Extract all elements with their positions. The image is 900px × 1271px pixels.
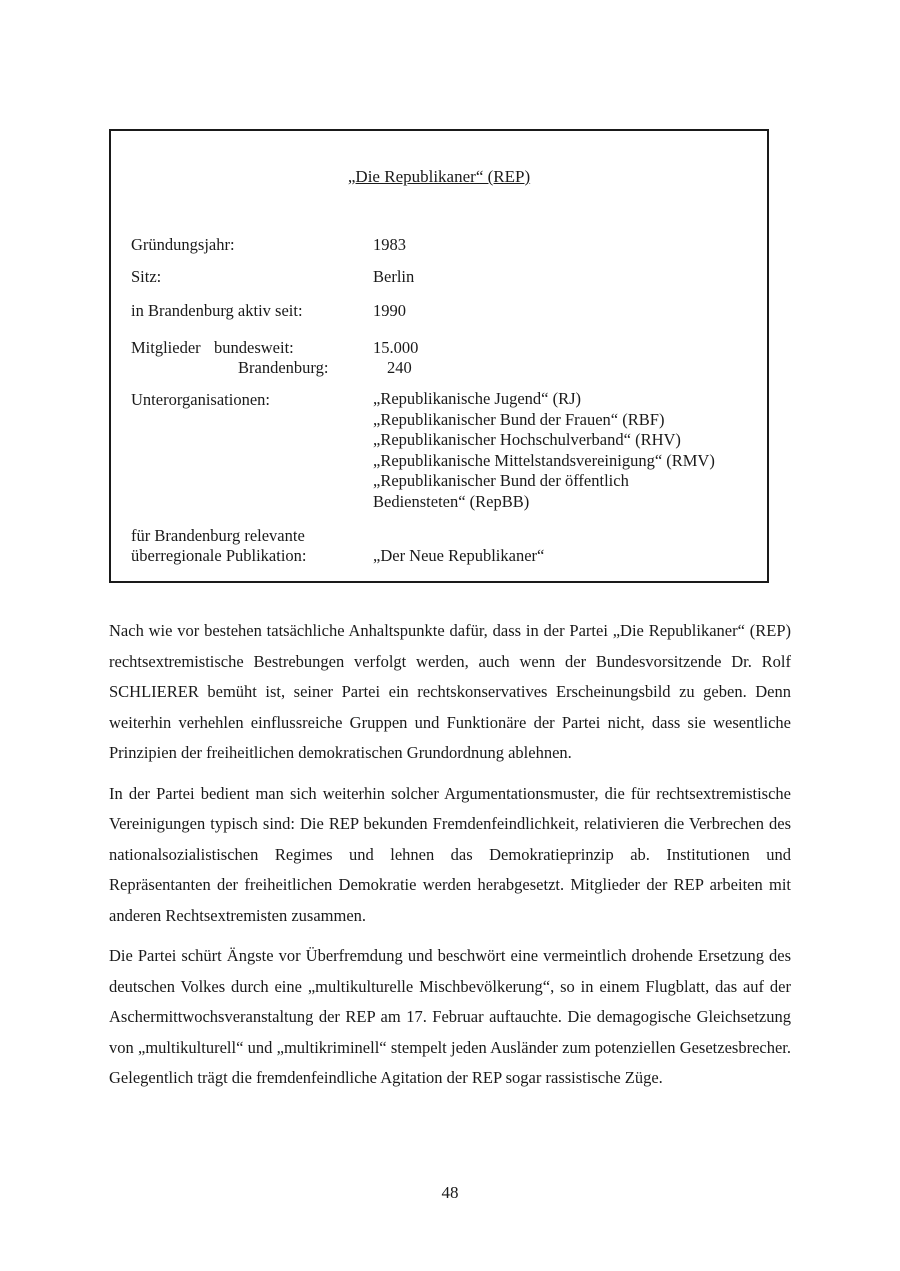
members-brandenburg-value: 240: [387, 358, 412, 377]
paragraph: Die Partei schürt Ängste vor Überfremdung und beschwört eine vermeintlich drohende Ersetzung des deutschen Volkes durch eine „multikulturelle Mischbevölkerung“, so in einem Flugblatt, das auf der Aschermittwochsveranstaltung der REP am 17. Februar auftauchte. Die demagogische Gleichsetzung von „multikulturell“ und „multikriminell“ stempelt jeden Ausländer zum potenziellen Gesetzesbrecher. Gelegentlich trägt die fremdenfeindliche Agitation der REP sogar rassistische Züge.: [109, 946, 791, 1087]
suborganization-item: „Republikanische Jugend“ (RJ): [373, 389, 582, 408]
party-info-box: [109, 129, 769, 583]
seat-label: Sitz:: [131, 267, 162, 286]
suborganization-item: „Republikanische Mittelstandsvereinigung“ (RMV): [373, 450, 715, 470]
founding-year-label: Gründungsjahr:: [131, 235, 235, 254]
suborganization-item: „Republikanischer Bund der öffentlich: [373, 471, 629, 490]
members-national-value: 15.000: [373, 338, 419, 357]
suborganizations-label: Unterorganisationen:: [131, 390, 270, 409]
founding-year-value: 1983: [373, 235, 406, 254]
body-text: [109, 616, 791, 1104]
active-since-value: 1990: [373, 301, 406, 320]
suborganizations-list: [373, 389, 715, 512]
publication-label-line1: für Brandenburg relevante: [131, 526, 305, 545]
suborganization-item: „Republikanischer Hochschulverband“ (RHV): [373, 430, 681, 449]
suborganization-item: „Republikanischer Bund der Frauen“ (RBF): [373, 409, 665, 429]
publication-label-line2: überregionale Publikation:: [131, 546, 307, 565]
paragraph: In der Partei bedient man sich weiterhin solcher Argumentationsmuster, die für rechtsextremistische Vereinigungen typisch sind: Die REP bekunden Fremdenfeindlichkeit, relativieren die Verbrechen des nationalsozialistischen Regimes und lehnen das Demokratieprinzip ab. Institutionen und Repräsentanten der freiheitlichen Demokratie werden herabgesetzt. Mitglieder der REP arbeiten mit anderen Rechtsextremisten zusammen.: [109, 783, 791, 925]
members-national-label: bundesweit:: [214, 338, 294, 357]
members-brandenburg-label: Brandenburg:: [238, 358, 329, 377]
active-since-label: in Brandenburg aktiv seit:: [131, 301, 303, 320]
publication-value: „Der Neue Republikaner“: [373, 546, 545, 565]
suborganization-item: Bediensteten“ (RepBB): [373, 491, 530, 511]
infobox-title: „Die Republikaner“ (REP): [347, 167, 531, 186]
page-number: 48: [441, 1183, 459, 1202]
paragraph: Nach wie vor bestehen tatsächliche Anhaltspunkte dafür, dass in der Partei „Die Republikaner“ (REP) rechtsextremistische Bestrebungen verfolgt werden, auch wenn der Bundesvorsitzende Dr. Rolf SCHLIERER bemüht ist, seiner Partei ein rechtskonservatives Erscheinungsbild zu geben. Denn weiterhin verhehlen einflussreiche Gruppen und Funktionäre der Partei nicht, dass sie wesentliche Prinzipien der freiheitlichen demokratischen Grundordnung ablehnen.: [109, 621, 791, 762]
seat-value: Berlin: [373, 267, 415, 286]
members-label: Mitglieder: [131, 338, 201, 357]
